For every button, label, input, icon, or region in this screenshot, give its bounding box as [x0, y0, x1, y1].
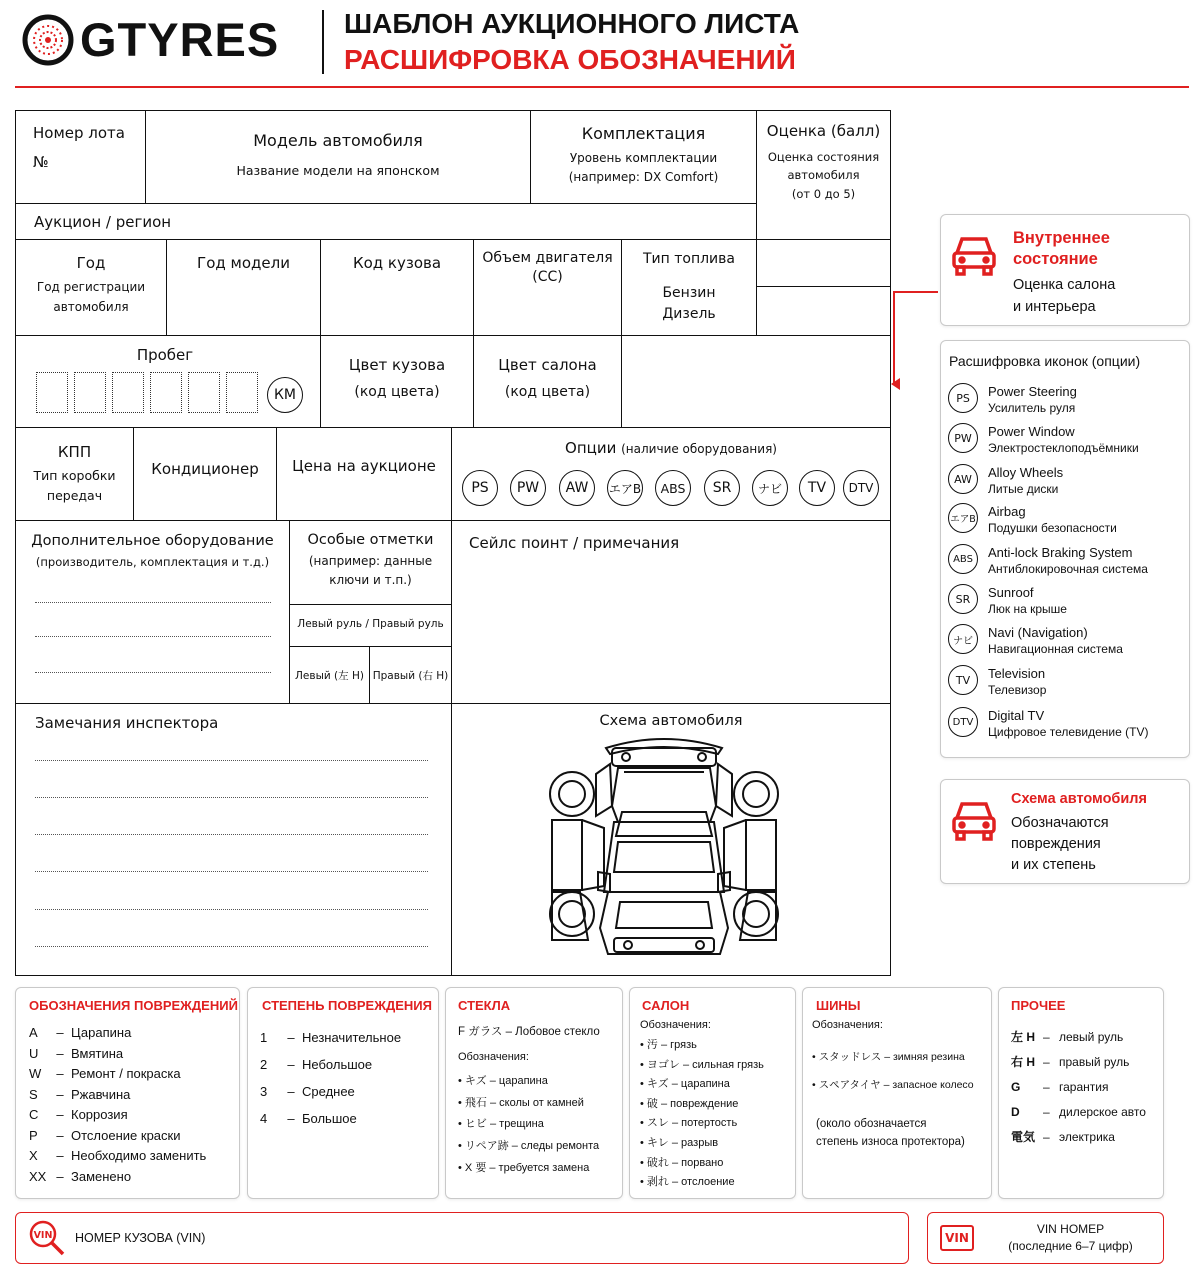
inspector-line-6[interactable] [35, 946, 428, 947]
score-sub2: автомобиля [787, 168, 860, 182]
model-year-label: Год модели [197, 254, 290, 272]
icon-legend-abs: ABS Anti-lock Braking System Антиблокировочная система [948, 544, 1148, 578]
inspector-cell[interactable] [15, 703, 452, 976]
tires-title: ШИНЫ [816, 998, 861, 1013]
tires-note1: (около обозначается [816, 1118, 927, 1130]
inspector-line-5[interactable] [35, 909, 428, 910]
damage-item: X – Необходимо заменить [29, 1148, 207, 1163]
icons-title: Расшифровка иконок (опции) [949, 353, 1141, 369]
vin-number-label: VIN НОМЕР [1036, 1222, 1105, 1236]
option-tv-toggle[interactable]: TV [799, 470, 835, 506]
ac-label: Кондиционер [151, 460, 259, 478]
options-heading [451, 439, 891, 458]
icon-legend-tv: TV Television Телевизор [948, 665, 1046, 699]
scheme-sub2: повреждения [1011, 836, 1101, 852]
salon-item: • キレ – разрыв [640, 1136, 719, 1149]
fuel-label: Тип топлива [642, 251, 735, 267]
tires-sub: Обозначения: [812, 1019, 883, 1031]
inspector-line-3[interactable] [35, 834, 428, 835]
option-navi-toggle[interactable]: ナビ [752, 470, 788, 506]
glass-item: • 飛石 – сколы от камней [458, 1096, 584, 1109]
sales-label: Сейлс поинт / примечания [469, 534, 680, 552]
abs-icon: ABS [948, 544, 978, 574]
auction-label: Аукцион / регион [34, 213, 172, 231]
icon-legend-navi: ナビ Navi (Navigation) Навигационная система [948, 624, 1123, 658]
connector-line [893, 291, 895, 384]
other-item: 右 H – правый руль [1011, 1055, 1130, 1069]
score-label: Оценка (балл) [766, 122, 881, 140]
grade-label: Комплектация [581, 124, 706, 143]
interior-sub2: и интерьера [1013, 299, 1096, 315]
interior-color-label: Цвет салона [498, 356, 597, 374]
inspector-label: Замечания инспектора [35, 714, 219, 732]
mileage-label: Пробег [136, 346, 194, 364]
other-item: 左 H – левый руль [1011, 1030, 1124, 1044]
other-legend [998, 987, 1164, 1199]
header-rule [15, 86, 1189, 88]
interior-state-card [940, 214, 1190, 326]
vin-label: НОМЕР КУЗОВА (VIN) [75, 1231, 206, 1245]
score-sub1: Оценка состояния [767, 150, 880, 164]
scheme-title: Схема автомобиля [1011, 791, 1147, 807]
price-label: Цена на аукционе [292, 457, 436, 475]
car-red-icon [949, 229, 999, 279]
option-sr-toggle[interactable]: SR [704, 470, 740, 506]
damage-title: ОБОЗНАЧЕНИЯ ПОВРЕЖДЕНИЙ [29, 998, 238, 1013]
ps-icon: PS [948, 383, 978, 413]
icon-legend-sr: SR Sunroof Люк на крыше [948, 584, 1067, 618]
fuel-option-petrol: Бензин [662, 285, 716, 301]
option-pw-toggle[interactable]: PW [510, 470, 546, 506]
salon-legend [629, 987, 796, 1199]
navi-icon: ナビ [948, 624, 978, 654]
salon-item: • 破れ – порвано [640, 1156, 724, 1169]
salon-item: • スレ – потертость [640, 1117, 738, 1130]
body-code-label: Код кузова [352, 254, 442, 272]
degree-legend [247, 987, 439, 1199]
option-dtv-toggle[interactable]: DTV [843, 470, 879, 506]
other-list [1011, 1025, 1146, 1150]
degree-item: 4 – Большое [260, 1111, 357, 1126]
connector-arrow-icon [891, 378, 900, 390]
glass-title: СТЕКЛА [458, 998, 511, 1013]
extra-label: Дополнительное оборудование [31, 533, 274, 549]
damage-item: XX – Заменено [29, 1168, 132, 1184]
model-cell[interactable] [145, 110, 531, 204]
damage-item: A – Царапина [29, 1025, 132, 1040]
blank-cell-a[interactable] [756, 239, 891, 287]
salon-item: • 剥れ – отслоение [640, 1176, 735, 1189]
score-sub3: (от 0 до 5) [791, 187, 856, 201]
option-aw-toggle[interactable]: AW [559, 470, 595, 506]
other-item: 電気 – электрика [1011, 1130, 1115, 1144]
salon-sub: Обозначения: [640, 1019, 711, 1031]
body-color-label: Цвет кузова [348, 356, 446, 374]
sr-icon: SR [948, 584, 978, 614]
tires-item: • スペアタイヤ – запасное колесо [812, 1079, 974, 1091]
tires-list [812, 1043, 974, 1099]
blank-cell-b[interactable] [756, 286, 891, 336]
damage-item: S – Ржавчина [29, 1086, 131, 1102]
salon-title: САЛОН [642, 998, 690, 1013]
icon-legend-airbag: エアB Airbag Подушки безопасности [948, 503, 1117, 537]
degree-item: 2 – Небольшое [260, 1057, 373, 1072]
gearbox-label: КПП [57, 443, 92, 461]
glass-legend [445, 987, 623, 1199]
interior-sub1: Оценка салона [1013, 277, 1116, 293]
vin-search-icon [28, 1219, 66, 1257]
glass-item: • キズ – царапина [458, 1075, 548, 1087]
glass-head: F ガラス – Лобовое стекло [458, 1026, 600, 1038]
degree-list [260, 1024, 401, 1132]
option-ps-toggle[interactable]: PS [462, 470, 498, 506]
option-airbag-toggle[interactable]: エアB [607, 470, 643, 506]
interior-color-cell[interactable] [473, 335, 622, 428]
car-diagram[interactable] [548, 732, 780, 968]
blank-cell-c[interactable] [621, 335, 891, 428]
svg-text:VIN: VIN [33, 1230, 53, 1241]
car-scheme-label: Схема автомобиля [599, 713, 743, 729]
damage-list [29, 1023, 206, 1187]
other-title: ПРОЧЕЕ [1011, 998, 1066, 1013]
special-label: Особые отметки [307, 532, 434, 548]
extra-line-2[interactable] [35, 636, 271, 637]
tires-note2: степень износа протектора) [816, 1136, 965, 1148]
vin-number-field[interactable] [927, 1212, 1164, 1264]
page-subtitle: РАСШИФРОВКА ОБОЗНАЧЕНИЙ [344, 44, 796, 75]
year-sub2: автомобиля [53, 300, 129, 314]
glass-item: • リペア跡 – следы ремонта [458, 1140, 600, 1153]
grade-sub1: Уровень комплектации [569, 151, 718, 165]
special-sub2: ключи и т.п.) [329, 573, 412, 587]
aw-icon: AW [948, 464, 978, 494]
options-label: Опции [565, 439, 617, 457]
salon-item: • キズ – царапина [640, 1078, 730, 1091]
tires-item: • スタッドレス – зимняя резина [812, 1051, 965, 1063]
header-divider [322, 10, 324, 74]
interior-title1: Внутреннее [1013, 229, 1110, 247]
damage-item: U – Вмятина [29, 1045, 124, 1061]
extra-line-3[interactable] [35, 672, 271, 673]
inspector-line-4[interactable] [35, 871, 428, 872]
interior-title2: состояние [1013, 250, 1098, 268]
left-hand-label: Левый (左 H) [295, 670, 364, 682]
inspector-line-1[interactable] [35, 760, 428, 761]
option-abs-toggle[interactable]: ABS [655, 470, 691, 506]
other-item: G – гарантия [1011, 1080, 1109, 1094]
engine-unit: (СС) [532, 269, 563, 285]
icon-legend-ps: PS Power Steering Усилитель руля [948, 383, 1077, 417]
salon-item: • 汚 – грязь [640, 1039, 697, 1051]
year-label: Год [76, 254, 106, 272]
model-label: Модель автомобиля [253, 131, 423, 150]
degree-item: 3 – Среднее [260, 1084, 355, 1099]
degree-title: СТЕПЕНЬ ПОВРЕЖДЕНИЯ [262, 998, 432, 1013]
damage-item: P – Отслоение краски [29, 1127, 181, 1143]
page-title: ШАБЛОН АУКЦИОННОГО ЛИСТА [344, 8, 800, 39]
salon-item: • 破 – повреждение [640, 1097, 739, 1110]
right-hand-label: Правый (右 H) [372, 670, 449, 682]
vin-number-sub: (последние 6–7 цифр) [1008, 1239, 1133, 1253]
extra-line-1[interactable] [35, 602, 271, 603]
salon-list [640, 1036, 764, 1193]
gearbox-sub2: передач [46, 488, 103, 503]
vin-field[interactable] [15, 1212, 909, 1264]
gearbox-sub1: Тип коробки [33, 468, 116, 483]
body-color-cell[interactable] [320, 335, 474, 428]
glass-sub: Обозначения: [458, 1051, 529, 1063]
lot-number-sign: № [33, 153, 49, 171]
connector-line-h [893, 291, 938, 293]
inspector-line-2[interactable] [35, 797, 428, 798]
brand-logo: GTYRES [80, 13, 280, 66]
degree-item: 1 – Незначительное [260, 1030, 402, 1045]
scheme-sub1: Обозначаются [1011, 815, 1109, 831]
glass-item: • ヒビ – трещина [458, 1118, 544, 1131]
fuel-option-diesel: Дизель [662, 306, 716, 322]
interior-color-sub: (код цвета) [504, 384, 591, 400]
km-badge: КМ [267, 377, 303, 413]
car-scheme-red-icon [949, 794, 999, 844]
lot-label: Номер лота [33, 124, 125, 142]
engine-label: Объем двигателя [482, 250, 613, 266]
tires-legend [802, 987, 992, 1199]
other-item: D – дилерское авто [1011, 1105, 1146, 1119]
dtv-icon: DTV [948, 707, 978, 737]
steering-label: Левый руль / Правый руль [297, 618, 444, 630]
year-sub1: Год регистрации [36, 280, 146, 294]
glass-item: • X 要 – требуется замена [458, 1161, 590, 1174]
damage-item: W – Ремонт / покраска [29, 1066, 181, 1081]
icon-legend-pw: PW Power Window Электростеклоподъёмники [948, 423, 1139, 457]
scheme-card [940, 779, 1190, 884]
grade-sub2: (например: DX Comfort) [568, 170, 719, 184]
body-color-sub: (код цвета) [354, 384, 440, 400]
vin-badge-icon: VIN [940, 1225, 974, 1251]
tyre-logo-icon [22, 14, 74, 66]
damage-legend [15, 987, 240, 1199]
damage-item: C – Коррозия [29, 1107, 128, 1122]
special-sub1: (например: данные [308, 554, 433, 568]
salon-item: • ヨゴレ – сильная грязь [640, 1058, 764, 1071]
model-sub: Название модели на японском [236, 163, 440, 178]
icon-legend-aw: AW Alloy Wheels Литые диски [948, 464, 1063, 498]
options-sub: (наличие оборудования) [621, 442, 777, 456]
extra-sub: (производитель, комплектация и т.д.) [35, 555, 270, 569]
airbag-icon: エアB [948, 503, 978, 533]
pw-icon: PW [948, 423, 978, 453]
glass-list [458, 1071, 599, 1180]
tv-icon: TV [948, 665, 978, 695]
scheme-sub3: и их степень [1011, 857, 1096, 873]
icon-legend-dtv: DTV Digital TV Цифровое телевидение (TV) [948, 707, 1148, 741]
